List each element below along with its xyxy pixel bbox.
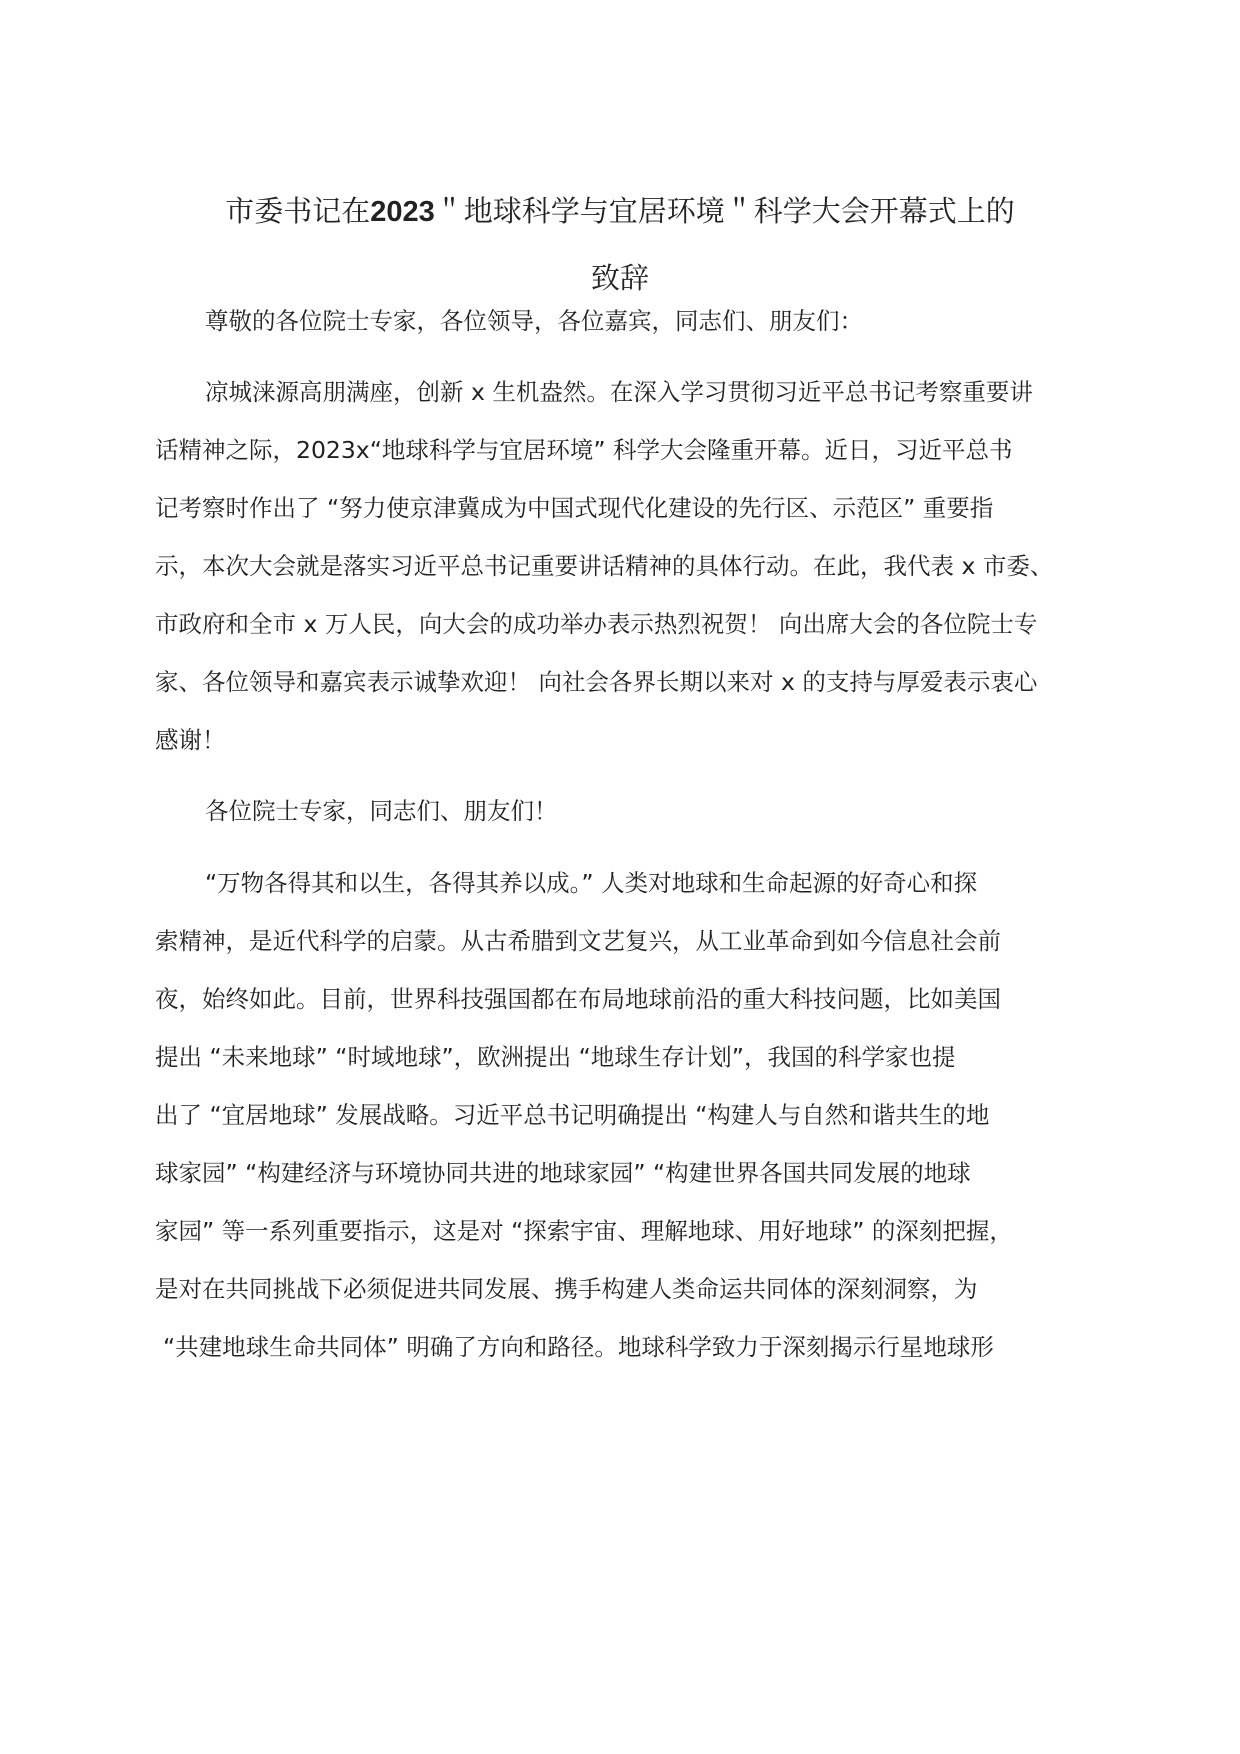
paragraph-line: 出了 “宜居地球” 发展战略。习近平总书记明确提出 “构建人与自然和谐共生的地 [155, 1101, 990, 1129]
paragraph-line: 记考察时作出了 “努力使京津冀成为中国式现代化建设的先行区、示范区” 重要指 [155, 494, 994, 522]
paragraph-line: 家园” 等一系列重要指示，这是对 “探索宇宙、理解地球、用好地球” 的深刻把握， [155, 1217, 1013, 1245]
paragraph-line: 感谢！ [155, 726, 226, 754]
paragraph-line: 是对在共同挑战下必须促进共同发展、携手构建人类命运共同体的深刻洞察，为 [155, 1275, 978, 1303]
title-suffix: ＂地球科学与宜居环境＂科学大会开幕式上的 [434, 194, 1015, 228]
paragraph-line: “万物各得其和以生，各得其养以成。” 人类对地球和生命起源的好奇心和探 [205, 869, 978, 897]
paragraph-line: 索精神，是近代科学的启蒙。从古希腊到文艺复兴，从工业革命到如今信息社会前 [155, 927, 1001, 955]
document-title [150, 178, 1090, 311]
title-prefix: 市委书记在 [225, 194, 371, 228]
paragraph-line: 示，本次大会就是落实习近平总书记重要讲话精神的具体行动。在此，我代表 x 市委、 [155, 552, 1054, 580]
paragraph-line: 市政府和全市 x 万人民，向大会的成功举办表示热烈祝贺！ 向出席大会的各位院士专 [155, 610, 1038, 638]
title-line-2: 致辞 [590, 261, 649, 295]
salutation-2: 各位院士专家，同志们、朋友们！ [205, 797, 558, 825]
paragraph-line: 凉城涞源高朋满座，创新 x 生机盎然。在深入学习贯彻习近平总书记考察重要讲 [205, 378, 1033, 406]
paragraph-line: 话精神之际，2023x“地球科学与宜居环境” 科学大会隆重开幕。近日，习近平总书 [155, 436, 1013, 464]
paragraph-line: 夜，始终如此。目前，世界科技强国都在布局地球前沿的重大科技问题，比如美国 [155, 985, 1001, 1013]
paragraph-line: 提出 “未来地球” “时域地球”，欧洲提出 “地球生存计划”，我国的科学家也提 [155, 1043, 956, 1071]
paragraph-line: 家、各位领导和嘉宾表示诚挚欢迎！ 向社会各界长期以来对 x 的支持与厚爱表示衷心 [155, 668, 1038, 696]
paragraph-line: “共建地球生命共同体” 明确了方向和路径。地球科学致力于深刻揭示行星地球形 [163, 1333, 994, 1361]
title-year: 2023 [370, 196, 435, 228]
salutation: 尊敬的各位院士专家，各位领导，各位嘉宾，同志们、朋友们： [205, 307, 863, 335]
paragraph-line: 球家园” “构建经济与环境协同共进的地球家园” “构建世界各国共同发展的地球 [155, 1159, 971, 1187]
